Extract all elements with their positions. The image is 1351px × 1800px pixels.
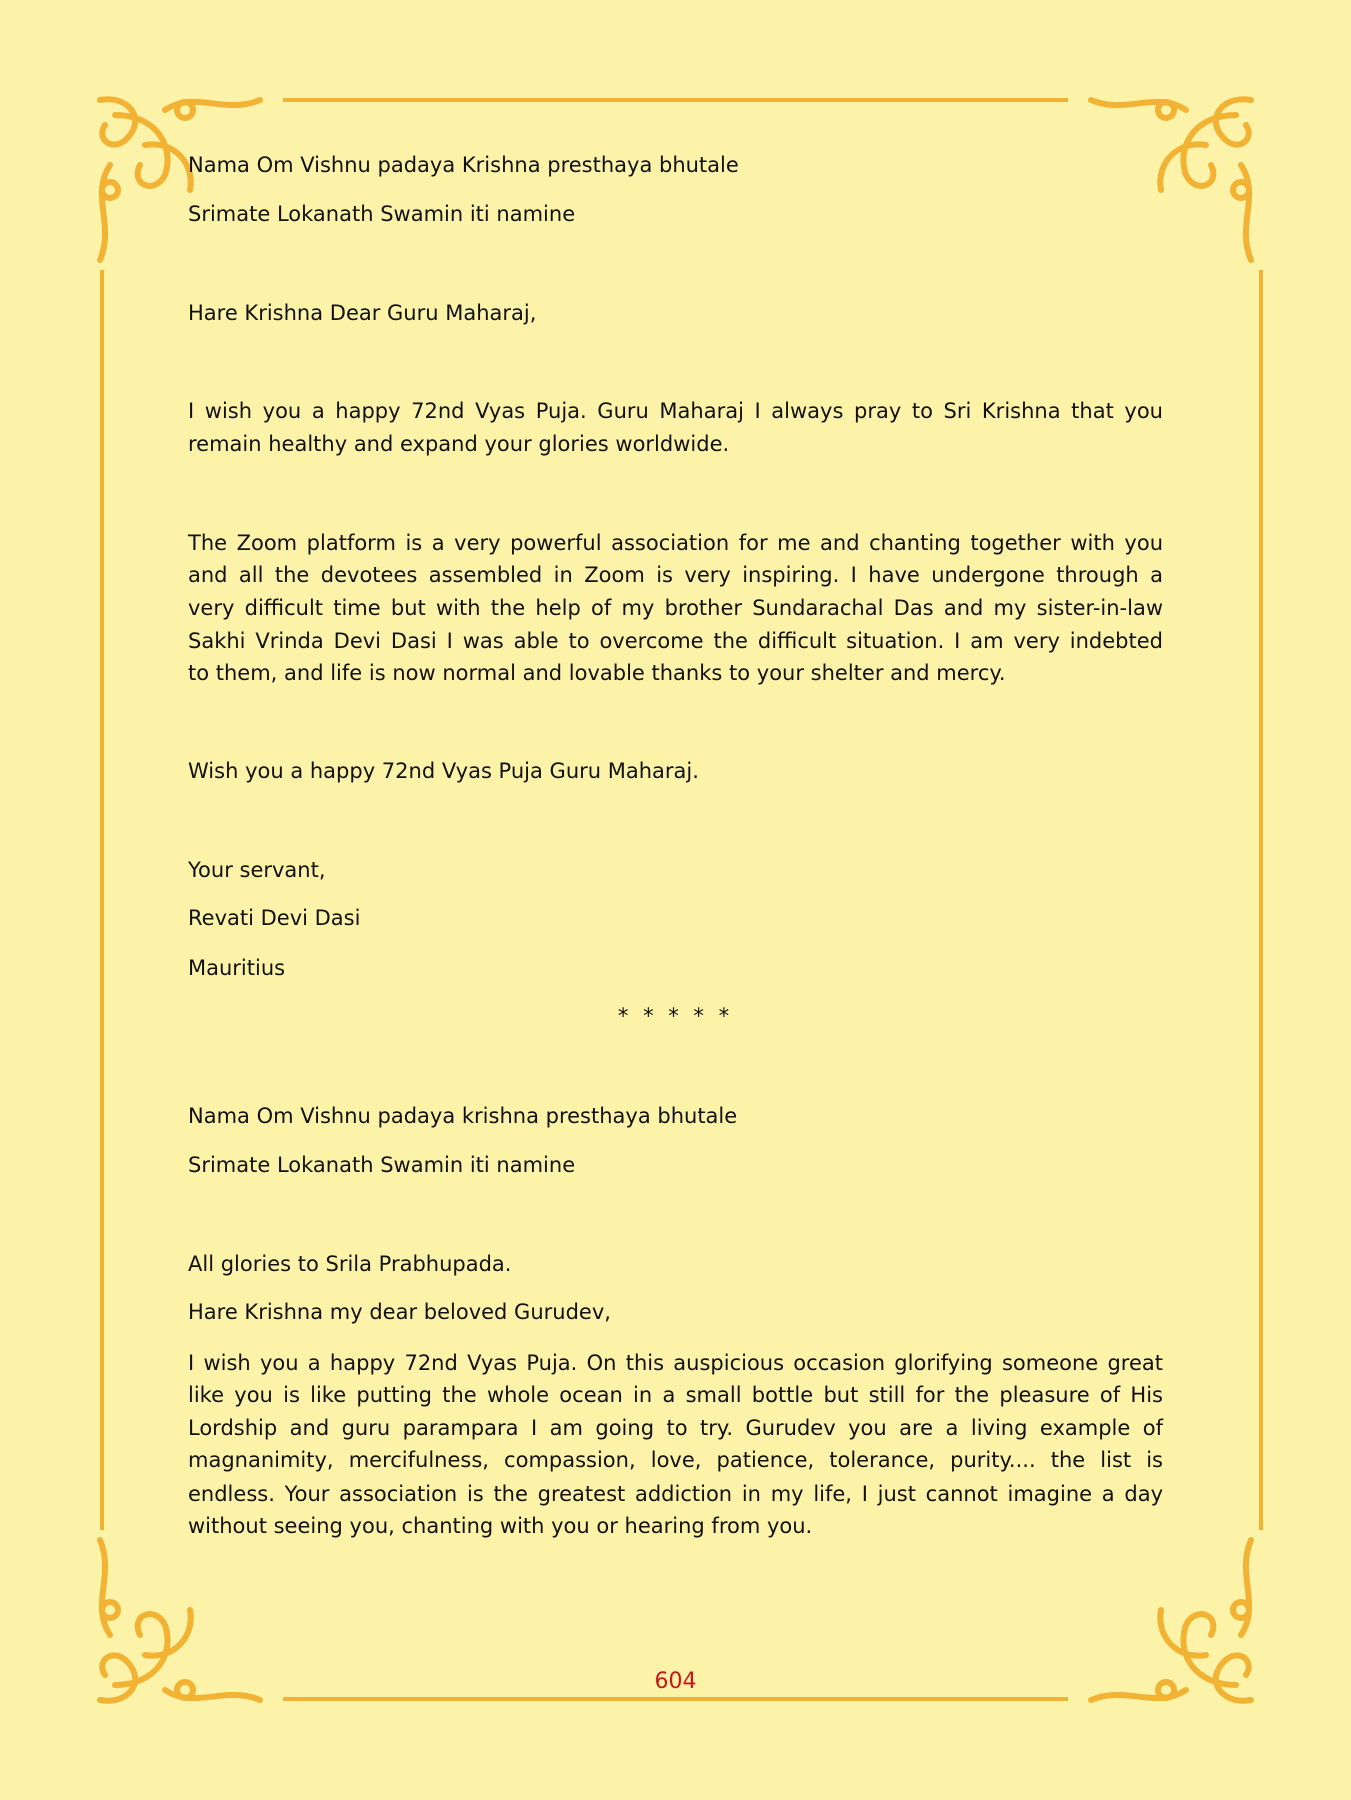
location: Mauritius <box>188 956 286 980</box>
corner-ornament-icon <box>85 85 275 275</box>
greeting: Hare Krishna Dear Guru Maharaj, <box>188 301 537 325</box>
paragraph-line: magnanimity, mercifulness, compassion, love, patience, tolerance, purity.... the list is <box>188 1448 1163 1472</box>
invocation-line: Srimate Lokanath Swamin iti namine <box>188 202 576 226</box>
border-top <box>283 98 1068 102</box>
paragraph-line: I wish you a happy 72nd Vyas Puja. On this auspicious occasion glorifying someone great <box>188 1351 1163 1375</box>
separator: * * * * * <box>617 1004 734 1028</box>
signature: Revati Devi Dasi <box>188 906 361 930</box>
paragraph-line: and all the devotees assembled in Zoom is very inspiring. I have undergone through a <box>188 563 1163 587</box>
paragraph-line: I wish you a happy 72nd Vyas Puja. Guru Maharaj I always pray to Sri Krishna that you <box>188 399 1163 423</box>
paragraph-line: Lordship and guru parampara I am going to try. Gurudev you are a living example of <box>188 1416 1163 1440</box>
paragraph-line: endless. Your association is the greatest addiction in my life, I just cannot imagine a day <box>188 1482 1163 1506</box>
paragraph-line: remain healthy and expand your glories worldwide. <box>188 432 730 456</box>
glories-line: All glories to Srila Prabhupada. <box>188 1252 512 1276</box>
page-number: 604 <box>654 1669 697 1694</box>
invocation-line: Srimate Lokanath Swamin iti namine <box>188 1153 576 1177</box>
border-right <box>1259 270 1263 1530</box>
paragraph-line: without seeing you, chanting with you or hearing from you. <box>188 1514 813 1538</box>
invocation-line: Nama Om Vishnu padaya krishna presthaya bhutale <box>188 1104 738 1128</box>
invocation-line: Nama Om Vishnu padaya Krishna presthaya bhutale <box>188 153 739 177</box>
paragraph-line: very difficult time but with the help of my brother Sundarachal Das and my sister-in-law <box>188 596 1163 620</box>
paragraph-line: The Zoom platform is a very powerful association for me and chanting together with you <box>188 531 1163 555</box>
corner-ornament-icon <box>1076 85 1266 275</box>
closing: Your servant, <box>188 858 326 882</box>
wish-line: Wish you a happy 72nd Vyas Puja Guru Maharaj. <box>188 759 699 783</box>
paragraph-line: to them, and life is now normal and lovable thanks to your shelter and mercy. <box>188 661 1006 685</box>
greeting: Hare Krishna my dear beloved Gurudev, <box>188 1300 611 1324</box>
paragraph-line: Sakhi Vrinda Devi Dasi I was able to overcome the difficult situation. I am very indebted <box>188 629 1163 653</box>
border-bottom <box>283 1697 1068 1701</box>
paragraph-line: like you is like putting the whole ocean in a small bottle but still for the pleasure of His <box>188 1383 1163 1407</box>
border-left <box>100 270 104 1530</box>
